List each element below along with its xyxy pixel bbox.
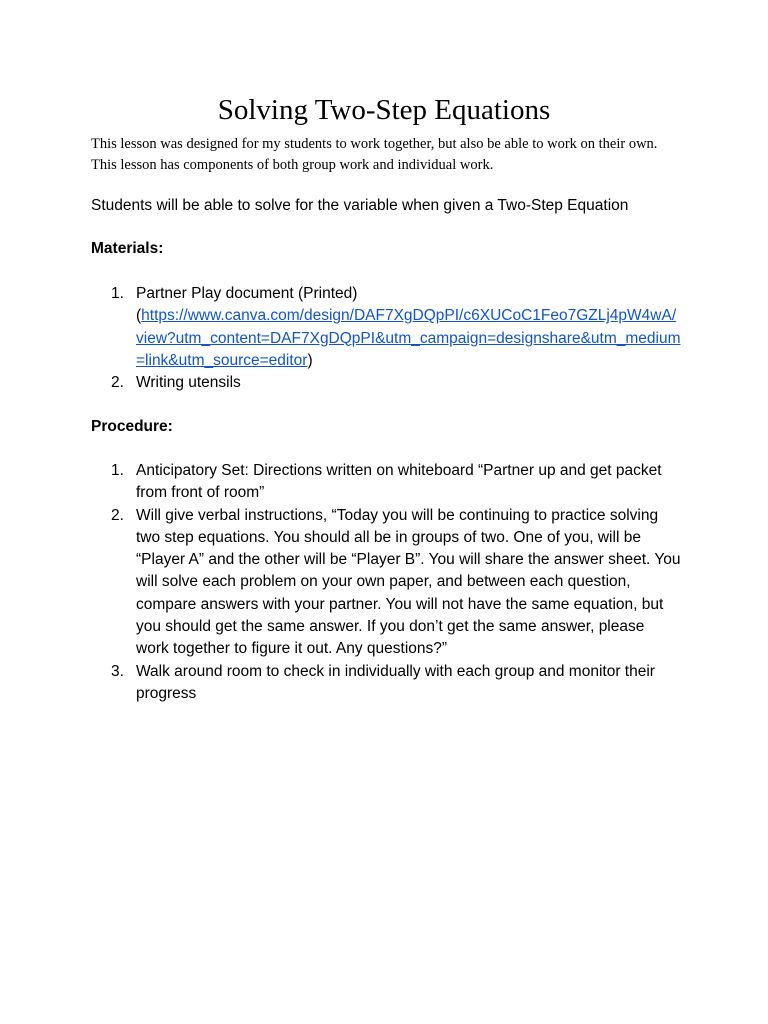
procedure-heading: Procedure:	[91, 418, 173, 435]
list-number: 1.	[111, 462, 124, 479]
link-open-paren: (	[136, 307, 142, 325]
list-number: 2.	[111, 374, 124, 392]
procedure-step	[91, 505, 681, 661]
procedure-list	[91, 460, 681, 705]
list-number: 3.	[111, 662, 124, 680]
procedure-step	[91, 661, 681, 706]
canva-document-link[interactable]: https://www.canva.com/design/DAF7XgDQpPI/c6XUCoC1Feo7GZLj4pW4wA/view?utm_content=DAF7XgDQpPI&utm_campaign=designshare&utm_medium=link&utm_source=editor	[136, 307, 681, 369]
procedure-step-text: Anticipatory Set: Directions written on whiteboard “Partner up and get packet from front of room”	[136, 462, 662, 502]
intro-paragraph: This lesson was designed for my students to work together, but also be able to work on their own. This lesson has components of both group work and individual work.	[91, 136, 658, 173]
link-close-paren: )	[307, 351, 313, 369]
list-number: 1.	[111, 285, 124, 302]
materials-item	[91, 372, 681, 394]
procedure-step-text: Will give verbal instructions, “Today you will be continuing to practice solving two step equations. You should all be in groups of two. One of you, will be “Player A” and the other will be “Player B”. You will share the answer sheet. You will solve each problem on your own paper, and between each question, compare answers with your partner. You will not have the same equation, but you should get the same answer. If you don’t get the same answer, please work together to figure it out. Any questions?”	[136, 506, 681, 658]
materials-item-text: Partner Play document (Printed)	[136, 285, 358, 302]
page-title: Solving Two-Step Equations	[217, 94, 551, 126]
materials-item	[91, 283, 681, 372]
materials-item-text: Writing utensils	[136, 374, 241, 392]
list-number: 2.	[111, 506, 124, 524]
materials-list	[91, 283, 681, 394]
learning-objective: Students will be able to solve for the variable when given a Two-Step Equation	[91, 197, 629, 214]
procedure-step-text: Walk around room to check in individually with each group and monitor their progress	[136, 662, 655, 702]
materials-heading: Materials:	[91, 240, 164, 257]
procedure-step	[91, 460, 681, 505]
